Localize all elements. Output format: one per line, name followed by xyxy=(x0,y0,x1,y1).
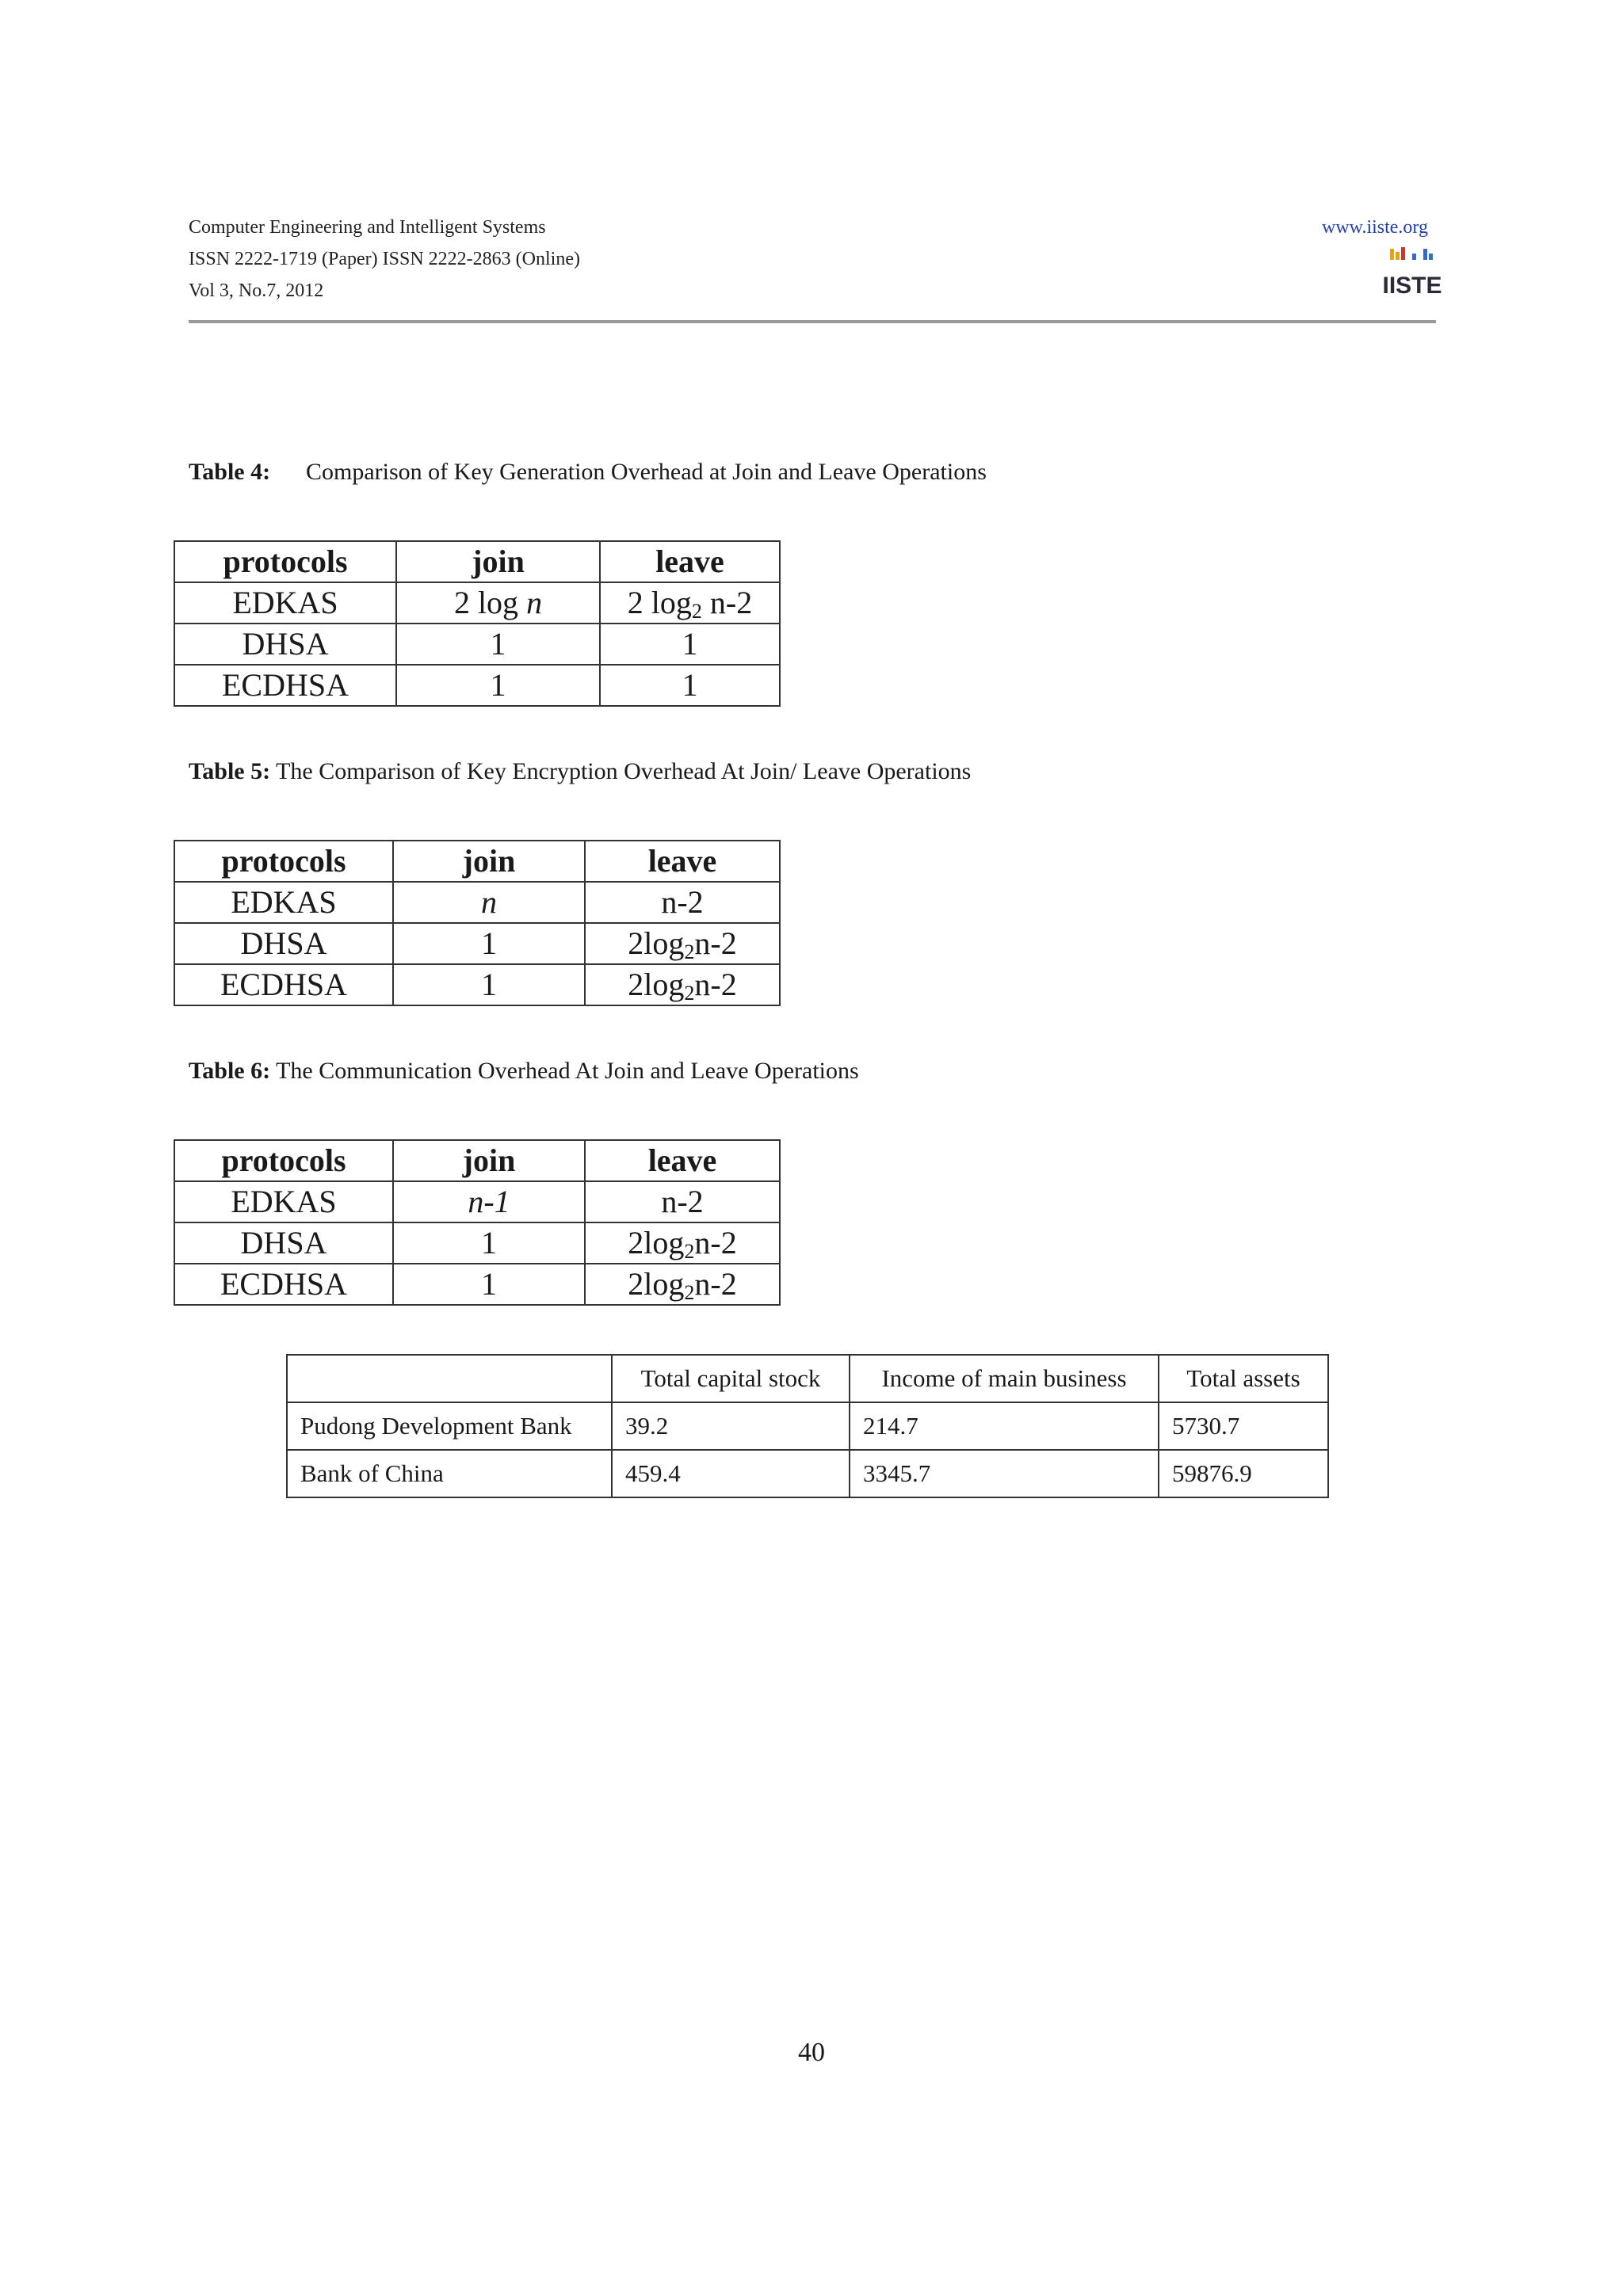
column-header: leave xyxy=(600,541,780,582)
table-row xyxy=(174,882,780,923)
protocol-cell: ECDHSA xyxy=(174,1264,393,1305)
svg-text:IISTE: IISTE xyxy=(1382,273,1442,299)
leave-cell: n-2 xyxy=(585,1181,780,1222)
value-cell: 459.4 xyxy=(612,1450,850,1497)
leave-cell: $2\log_2n-2$ xyxy=(585,923,780,964)
value-cell: 59876.9 xyxy=(1159,1450,1328,1497)
header-rule xyxy=(189,320,1436,323)
join-cell: 2 log n xyxy=(396,582,600,624)
column-header: protocols xyxy=(174,841,393,882)
column-header: join xyxy=(393,1140,585,1181)
table-header-row xyxy=(174,541,780,582)
protocol-cell: EDKAS xyxy=(174,582,396,624)
leave-cell: n-2 xyxy=(585,882,780,923)
protocol-cell: DHSA xyxy=(174,923,393,964)
column-header: leave xyxy=(585,1140,780,1181)
column-header: Income of main business xyxy=(850,1355,1159,1402)
page-number: 40 xyxy=(798,2038,825,2067)
table-header-row xyxy=(174,1140,780,1181)
join-cell: 1 xyxy=(396,665,600,706)
table6 xyxy=(174,1139,781,1306)
table-row xyxy=(287,1450,1328,1497)
column-header: protocols xyxy=(174,541,396,582)
leave-cell: 1 xyxy=(600,665,780,706)
join-cell: 1 xyxy=(393,1264,585,1305)
table4 xyxy=(174,540,781,707)
bank-name-cell: Bank of China xyxy=(287,1450,612,1497)
table-header-row xyxy=(287,1355,1328,1402)
iiste-logo xyxy=(1382,246,1442,299)
value-cell: 5730.7 xyxy=(1159,1402,1328,1450)
column-header xyxy=(287,1355,612,1402)
column-header: join xyxy=(393,841,585,882)
table-row xyxy=(287,1402,1328,1450)
table-header-row xyxy=(174,841,780,882)
join-cell: 1 xyxy=(393,923,585,964)
value-cell: 39.2 xyxy=(612,1402,850,1450)
leave-cell: $2\log_2n-2$ xyxy=(585,1264,780,1305)
value-cell: 3345.7 xyxy=(850,1450,1159,1497)
finance-table xyxy=(286,1354,1329,1498)
table5 xyxy=(174,840,781,1006)
table-row xyxy=(174,923,780,964)
column-header: Total capital stock xyxy=(612,1355,850,1402)
table5-caption: Table 5: The Comparison of Key Encryption Overhead At Join/ Leave Operations xyxy=(189,758,972,784)
table-row xyxy=(174,964,780,1005)
volume-line: Vol 3, No.7, 2012 xyxy=(189,280,324,301)
leave-cell: $2\log_2n-2$ xyxy=(585,1222,780,1264)
protocol-cell: DHSA xyxy=(174,624,396,665)
protocol-cell: DHSA xyxy=(174,1222,393,1264)
table-row xyxy=(174,624,780,665)
column-header: Total assets xyxy=(1159,1355,1328,1402)
table4-caption: Table 4: Comparison of Key Generation Overhead at Join and Leave Operations xyxy=(189,459,987,485)
leave-cell: 2 $\log_2 n-2$ xyxy=(600,582,780,624)
protocol-cell: ECDHSA xyxy=(174,665,396,706)
protocol-cell: EDKAS xyxy=(174,1181,393,1222)
bank-name-cell: Pudong Development Bank xyxy=(287,1402,612,1450)
leave-cell: $2\log_2n-2$ xyxy=(585,964,780,1005)
column-header: leave xyxy=(585,841,780,882)
join-cell: n-1 xyxy=(393,1181,585,1222)
protocol-cell: ECDHSA xyxy=(174,964,393,1005)
join-cell: n xyxy=(393,882,585,923)
leave-cell: 1 xyxy=(600,624,780,665)
issn-line: ISSN 2222-1719 (Paper) ISSN 2222-2863 (Online) xyxy=(189,249,580,269)
join-cell: 1 xyxy=(393,1222,585,1264)
value-cell: 214.7 xyxy=(850,1402,1159,1450)
table-row xyxy=(174,1264,780,1305)
protocol-cell: EDKAS xyxy=(174,882,393,923)
column-header: protocols xyxy=(174,1140,393,1181)
table-row xyxy=(174,665,780,706)
join-cell: 1 xyxy=(396,624,600,665)
table6-caption: Table 6: The Communication Overhead At Join and Leave Operations xyxy=(189,1058,859,1084)
journal-name: Computer Engineering and Intelligent Systems xyxy=(189,217,546,238)
journal-website-link[interactable]: www.iiste.org xyxy=(1322,217,1428,238)
join-cell: 1 xyxy=(393,964,585,1005)
table-row xyxy=(174,1181,780,1222)
table-row xyxy=(174,582,780,624)
column-header: join xyxy=(396,541,600,582)
table-row xyxy=(174,1222,780,1264)
